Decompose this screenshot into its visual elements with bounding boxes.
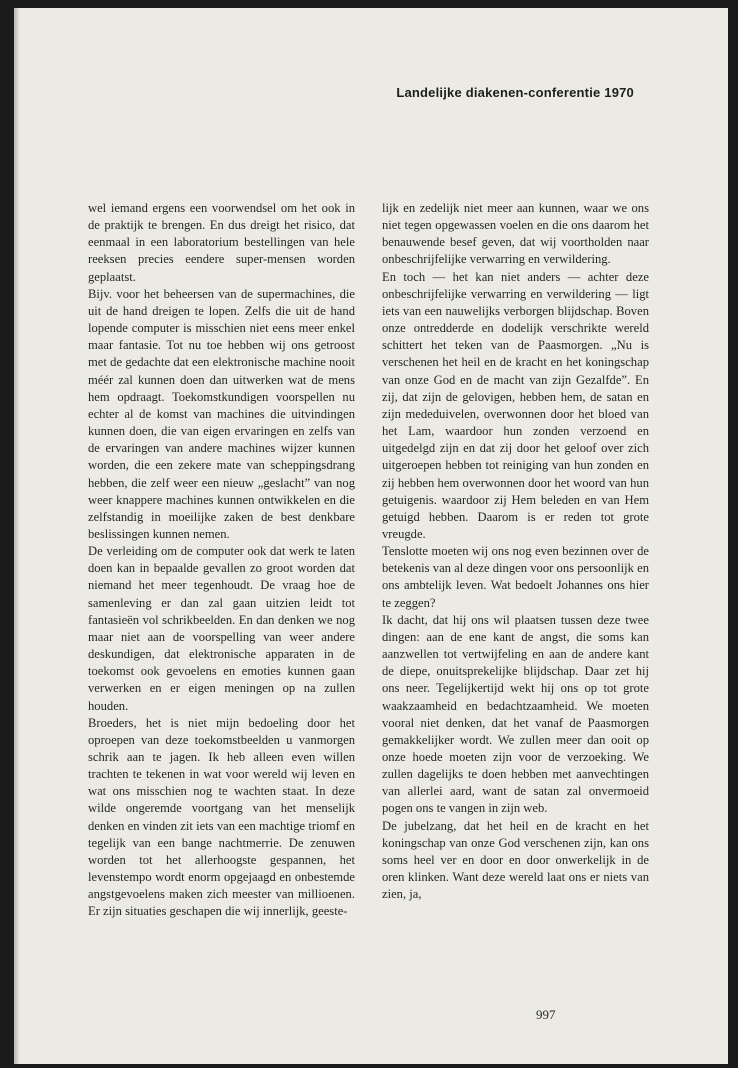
paragraph: wel iemand ergens een voorwendsel om het ook in de praktijk te brengen. En dus dreigt het risico, dat eenmaal in een laboratorium bestellingen van hele reeksen precies eendere super-mensen worden geplaatst.	[88, 201, 355, 284]
paragraph: Ik dacht, dat hij ons wil plaatsen tussen deze twee dingen: aan de ene kant de angst, die soms kan aanzwellen tot vertwijfeling en aan de andere kant de diepe, onuitsprekelijke blijdschap. Daar zet hij ons neer. Tegelijkertijd wekt hij ons op tot grote waakzaamheid en bedachtzaamheid. We moeten vooral niet denken, dat het vanaf de Paasmorgen gemakkelijker wordt. We zullen meer dan ooit op onze hoede moeten zijn voor de verzoeking. We zullen dagelijks te doen hebben met aanvechtingen van allerlei aard, want de satan zal onvermoeid pogen ons te vangen in zijn web.	[382, 612, 649, 816]
right-column	[382, 200, 649, 903]
document-page	[14, 8, 728, 1064]
left-column	[88, 200, 355, 921]
page-binding-shadow	[14, 8, 20, 1064]
paragraph: Tenslotte moeten wij ons nog even bezinnen over de betekenis van al deze dingen voor ons persoonlijk en ons ambtelijk leven. Wat bedoelt Johannes ons hier te zeggen?	[382, 544, 649, 610]
running-header: Landelijke diakenen-conferentie 1970	[396, 85, 634, 100]
paragraph: lijk en zedelijk niet meer aan kunnen, waar we ons niet tegen opgewassen voelen en die ons daarom het benauwende besef geven, dat wij voortholden naar onbeschrijfelijke verwarring en verwildering.	[382, 201, 649, 267]
page-number: 997	[536, 1007, 556, 1022]
paragraph: Bijv. voor het beheersen van de supermachines, die uit de hand dreigen te lopen. Zelfs die uit de hand lopende computer is misschien niet eens meer enkel maar fantasie. Tot nu toe hebben wij ons getroost met de gedachte dat een elektronische machine nooit méér zal kunnen doen dan uitwerken wat de mens hem opdraagt. Toekomstkundigen voorspellen nu echter al de komst van machines die uitvindingen kunnen doen, die van eigen ervaringen en zelfs van de ervaringen van andere machines wijzer kunnen worden, die een zekere mate van scheppingsdrang hebben, die zelf weer een nieuw „geslacht” van nog weer knappere machines kunnen ontwikkelen en die zelfstandig in moeilijke zaken de best denkbare beslissingen kunnen nemen.	[88, 286, 355, 541]
paragraph: Broeders, het is niet mijn bedoeling door het oproepen van deze toekomstbeelden u vanmorgen schrik aan te jagen. Ik heb alleen even willen trachten te tekenen in wat voor wereld wij leven en wat ons misschien nog te wachten staat. In deze wilde ongeremde voortgang van het menselijk denken en vinden zit iets van een machtige triomf en tegelijk van een bange nachtmerrie. De zenuwen worden tot het allerhoogste gespannen, het levenstempo wordt enorm opgejaagd en onbestemde angstgevoelens maken zich meester van millioenen. Er zijn situaties geschapen die wij innerlijk, geeste-	[88, 715, 355, 919]
paragraph: De jubelzang, dat het heil en de kracht en het koningschap van onze God verschenen zijn, kan ons soms heel ver en door en door onwerkelijk in de oren klinken. Want deze wereld laat ons er niets van zien, ja,	[382, 818, 649, 902]
paragraph: En toch — het kan niet anders — achter deze onbeschrijfelijke verwarring en verwildering — ligt iets van een nauwelijks verborgen blijdschap. Boven onze ontredderde en dodelijk verschrikte wereld schittert het teken van de Paasmorgen. „Nu is verschenen het heil en de kracht en het koningschap van onze God en de macht van zijn Gezalfde”. En zij, dat zijn de gelovigen, hebben hem, de satan en zijn mededuivelen, overwonnen door het bloed van het Lam, waardoor hun zonden verzoend en uitgedelgd zijn en dat zij door het geloof over zich uitgeroepen hebben tot reiniging van hun zonden en zij hebben hem overwonnen door het woord van hun getuigenis. waardoor zij Hem beleden en van Hem getuigd hebben. Daarom is er reden tot grote vreugde.	[382, 269, 649, 541]
paragraph: De verleiding om de computer ook dat werk te laten doen kan in bepaalde gevallen zo groot worden dat niemand het meer tegenhoudt. De vraag hoe de samenleving er dan zal gaan uitzien leidt tot fantasieën vol schrikbeelden. En dan denken we nog maar niet aan de voorspelling van weer andere deskundigen, dat elektronische apparaten in de toekomst ook gevoelens en emoties kunnen gaan verwerken en er eigen meningen op na zullen houden.	[88, 544, 355, 713]
